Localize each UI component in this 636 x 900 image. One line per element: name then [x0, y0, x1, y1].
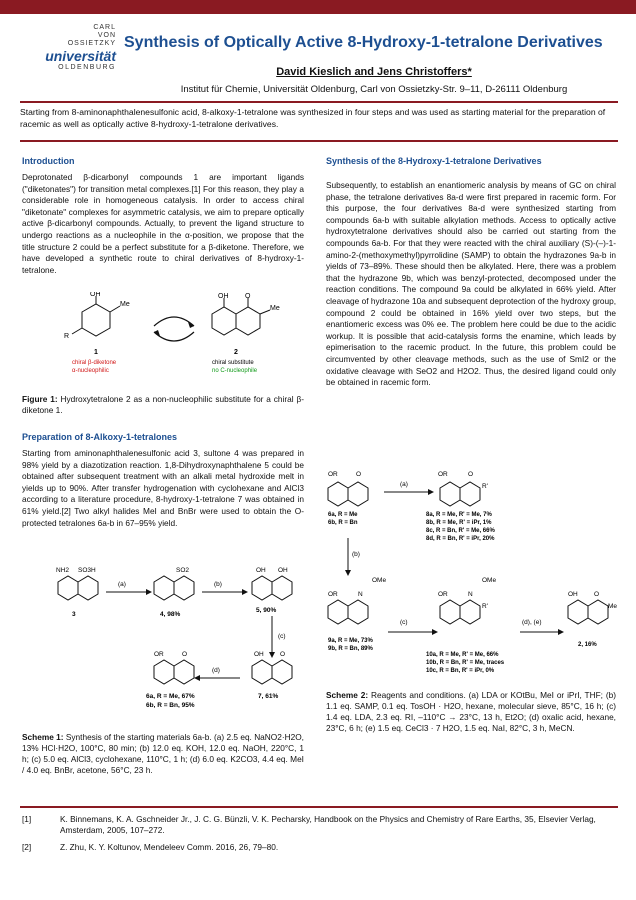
- compound2-label: 2: [234, 349, 238, 356]
- abstract: Starting from 8-aminonaphthalenesulfonic acid, 8-alkoxy-1-tetralone was synthesized in four steps and was used as starting material for the preparation of racemic as well as optically active 8-hydroxy-1-tetralone derivatives.: [20, 107, 606, 129]
- r-bond: [72, 328, 82, 334]
- s2-ring10b: [460, 600, 480, 624]
- s2-ring8a: [440, 482, 460, 506]
- s2-c2: 2, 16%: [578, 642, 597, 648]
- s2-c8a: 8a, R = Me, R' = Me, 7%: [426, 512, 492, 518]
- s2-arrowhead-c: [432, 629, 438, 635]
- compound1-label: 1: [94, 349, 98, 356]
- s2-or-9: OR: [328, 591, 338, 598]
- s2-c10c: 10c, R = Bn, R' = iPr, 0%: [426, 668, 495, 674]
- s1-so2: SO2: [176, 567, 190, 574]
- atom-r: R: [64, 333, 70, 340]
- header-divider: [20, 101, 618, 103]
- me-bond2: [260, 310, 270, 314]
- university-logo: [8, 24, 116, 71]
- arrow-curve-top: [154, 317, 194, 326]
- scheme2-caption: [326, 690, 616, 734]
- logo-line3: OSSIETZKY: [67, 40, 116, 47]
- ref1-number: [1]: [22, 814, 32, 824]
- poster-title: Synthesis of Optically Active 8-Hydroxy-1-tetralone Derivatives: [124, 34, 603, 51]
- figure1-caption-label: Figure 1:: [22, 394, 58, 404]
- affiliation: Institut für Chemie, Universität Oldenburg, Carl von Ossietzky-Str. 9–11, D-26111 Oldenburg: [180, 84, 568, 95]
- figure1-caption-text: Hydroxytetralone 2 as a non-nucleophilic substitute for a chiral β-diketone 1.: [22, 394, 304, 415]
- s2-or-8: OR: [438, 471, 448, 478]
- ring1-shape: [82, 304, 110, 336]
- s1-arrowhead-a: [146, 589, 152, 595]
- s1-so3h: SO3H: [78, 567, 96, 574]
- s2-ring2a: [568, 600, 588, 624]
- s2-ring2b: [588, 600, 608, 624]
- s1-step-d: (d): [212, 667, 220, 674]
- atom-me-2: Me: [270, 305, 280, 312]
- s1-oh-5a: OH: [256, 567, 266, 574]
- s1-c3: 3: [72, 611, 76, 618]
- s1-ring6b: [174, 660, 194, 684]
- s1-ring5b: [272, 576, 292, 600]
- atom-oh: OH: [90, 292, 101, 298]
- s1-o-7: O: [280, 651, 286, 658]
- me-bond: [110, 306, 120, 312]
- scheme2-caption-text: Reagents and conditions. (a) LDA or KOtBu, MeI or iPrI, THF; (b) 1.1 eq. SAMP, 0.1 eq. TosOH · H2O, hexane, molecular sieve, 85°C, 16 h; (c) 1.4 eq. LDA, 2.3 eq. RI, –110°C → 23°C, 13 h, Et2O; (d) oxalic acid, hexane, 23°C, 6 h; (e) 1.5 eq. CeCl3 · 7 H2O, 1.5 eq. NaI, 82°C, 3 h, MeCN.: [326, 690, 617, 733]
- s2-n-10: N: [468, 591, 473, 598]
- s2-step-de: (d), (e): [522, 619, 542, 626]
- s1-arrowhead-d: [194, 675, 200, 681]
- s2-or-6: OR: [328, 471, 338, 478]
- s2-arrowhead-b: [345, 570, 351, 576]
- s2-c9a: 9a, R = Me, 73%: [328, 638, 373, 644]
- s2-c8c: 8c, R = Bn, R' = Me, 66%: [426, 528, 495, 534]
- s2-o-6: O: [356, 471, 362, 478]
- s1-step-a: (a): [118, 581, 126, 588]
- s2-ome-9: OMe: [372, 577, 387, 584]
- s2-ring9b: [348, 600, 368, 624]
- top-bar: [0, 0, 636, 14]
- s1-step-b: (b): [214, 581, 222, 588]
- scheme1-caption-text: Synthesis of the starting materials 6a-b. (a) 2.5 eq. NaNO2·H2O, 13% HCl·H2O, 100°C, 80 min; (b) 12.0 eq. KOH, 12.0 eq. NaOH, 220°C, 1 h; (c) 5.0 eq. AlCl3, cyclohexane, 110°C, 1 h; (d) 6.0 eq. K2CO3, 4.4 eq. MeI / 4.0 eq. BnBr, acetone, 56°C, 23 h.: [22, 732, 304, 775]
- s2-or-10: OR: [438, 591, 448, 598]
- scheme1-caption-label: Scheme 1:: [22, 732, 64, 742]
- scheme2-caption-label: Scheme 2:: [326, 690, 369, 700]
- ref2-number: [2]: [22, 842, 32, 852]
- s2-o-2: O: [594, 591, 600, 598]
- scheme1-caption: [22, 732, 304, 776]
- compound1-desc2: α-nucleophilic: [72, 368, 109, 374]
- s2-c6b: 6b, R = Bn: [328, 520, 358, 526]
- compound1-structure: [72, 296, 120, 336]
- s2-arrowhead-a: [428, 489, 434, 495]
- authors: David Kieslich and Jens Christoffers*: [276, 66, 472, 78]
- s2-ring6b: [348, 482, 368, 506]
- s1-ring3a: [58, 576, 78, 600]
- s2-rp-10: R': [482, 603, 488, 610]
- synth-heading: Synthesis of the 8-Hydroxy-1-tetralone Derivatives: [326, 156, 542, 166]
- s1-arrowhead-b: [242, 589, 248, 595]
- s2-arrowhead-de: [558, 629, 564, 635]
- s1-ring4a: [154, 576, 174, 600]
- references-divider: [20, 806, 618, 808]
- ring2a-shape: [212, 307, 236, 335]
- s2-rp-8: R': [482, 483, 488, 490]
- s2-c10a: 10a, R = Me, R' = Me, 66%: [426, 652, 499, 658]
- s1-c7: 7, 61%: [258, 693, 279, 700]
- ref1-text: K. Binnemans, K. A. Gschneider Jr., J. C. G. Bünzli, V. K. Pecharsky, Handbook on the Physics and Chemistry of Rare Earths, 35, Elsevier Verlag, Amsterdam, 2005, 107–272.: [60, 814, 596, 835]
- s2-o-8: O: [468, 471, 474, 478]
- s2-c9b: 9b, R = Bn, 89%: [328, 646, 373, 652]
- s1-ring7a: [252, 660, 272, 684]
- s2-ring6a: [328, 482, 348, 506]
- s1-nh2: NH2: [56, 567, 70, 574]
- s2-ring8b: [460, 482, 480, 506]
- s1-or-6: OR: [154, 651, 164, 658]
- s2-c6a: 6a, R = Me: [328, 512, 358, 518]
- s1-ring4b: [174, 576, 194, 600]
- s1-c6b: 6b, R = Bn, 95%: [146, 702, 195, 709]
- scheme2-graphic: [322, 464, 620, 684]
- logo-line1: CARL: [93, 24, 116, 31]
- logo-university: universität: [45, 48, 116, 64]
- s1-step-c: (c): [278, 633, 286, 640]
- scheme1-graphic: [50, 562, 306, 728]
- atom-oh-2: OH: [218, 293, 229, 300]
- prep-heading: Preparation of 8-Alkoxy-1-tetralones: [22, 432, 178, 442]
- prep-text: Starting from aminonaphthalenesulfonic acid 3, sultone 4 was prepared in 98% yield by a diazotization reaction. 1,8-Dihydroxynaphthalene 5 could be obtained after subsequent treatment with an alkali metal hydroxide melt in yields up to 90%. After transfer hydrogenation with cyclohexane and AlCl3 according to a literature procedure, 8-hydroxy-1-tetralone 7 was obtained in 61% yield.[2] Two alkyl halides MeI and BnBr were used to obtain the O-protected tetralones 6a-b in 67–95% yield.: [22, 448, 304, 528]
- s2-n-9: N: [358, 591, 363, 598]
- s1-ring3b: [78, 576, 98, 600]
- s2-ome-10: OMe: [482, 577, 497, 584]
- ring2b-shape: [236, 307, 260, 335]
- compound1-desc1: chiral β-diketone: [72, 360, 117, 366]
- s1-arrowhead-c: [269, 652, 275, 658]
- s1-oh-7: OH: [254, 651, 264, 658]
- atom-me: Me: [120, 301, 130, 308]
- s2-step-b: (b): [352, 551, 360, 558]
- s2-c8d: 8d, R = Bn, R' = iPr, 20%: [426, 536, 495, 542]
- logo-line2: VON: [97, 32, 116, 39]
- atom-o-2: O: [245, 293, 251, 300]
- s2-c10b: 10b, R = Bn, R' = Me, traces: [426, 660, 505, 666]
- figure1-caption: [22, 394, 304, 416]
- s2-step-c: (c): [400, 619, 408, 626]
- synth-text: Subsequently, to establish an enantiomeric analysis by means of GC on chiral phase, the tetralone derivatives 8a-d were first prepared in racemic form. For this purpose, the four derivatives 8a-d were synthesized starting from compounds 6a-b with suitable alkylation methods. Access to optically active hydroxytetralone derivatives should also be carried out starting from the compounds 6a-b. For that they were reacted with the chiral auxiliary (S)-(–)-1-amino-2-(methoxymethyl)pyrrolidine (SAMP) to obtain the hydrazones 9a-b in yields of 73–89%. These should then be alkylated. Here, there was a problem that the hydrazone 9b, which was benzyl-protected, decomposed under the reaction conditions. The compound 9a could be alkylated in 66% yield. After cleavage of hydrazone 10a and subsequent deprotection of the hydroxy group, compound 2 could be obtained in 16% yield over two steps, but the enantiomeric excess was 0% ee. The problem here could be due to the acidic workup. It is possible that acid-catalysis forms the enamine, which leads by epimerisation to the racemic product. In the future, this problem could be circumvented by other cleavage methods, such as the use of SmI2 or the oxidative cleavage with SeO2 and H2O2. Thus, the desired ligand could only be obtained in racemic form.: [326, 180, 616, 388]
- s1-c4: 4, 98%: [160, 611, 181, 618]
- compound2-desc2: no C-nucleophile: [212, 368, 258, 374]
- s1-o-6: O: [182, 651, 188, 658]
- s2-ring10a: [440, 600, 460, 624]
- s1-c6a: 6a, R = Me, 67%: [146, 693, 195, 700]
- s2-c8b: 8b, R = Me, R' = iPr, 1%: [426, 520, 492, 526]
- arrow-curve-bottom: [154, 332, 194, 341]
- figure1-graphic: [62, 292, 302, 388]
- compound2-desc1: chiral substitute: [212, 360, 254, 366]
- s2-oh-2: OH: [568, 591, 578, 598]
- s2-me-2: Me: [608, 603, 618, 610]
- s1-ring7b: [272, 660, 292, 684]
- s1-ring5a: [252, 576, 272, 600]
- abstract-divider: [20, 140, 618, 142]
- s2-ring9a: [328, 600, 348, 624]
- s2-step-a: (a): [400, 481, 408, 488]
- s1-ring6a: [154, 660, 174, 684]
- intro-heading: Introduction: [22, 156, 75, 166]
- s1-oh-5b: OH: [278, 567, 288, 574]
- intro-text: Deprotonated β-dicarbonyl compounds 1 are important ligands ("diketonates") for transition metal complexes.[1] For this reason, they play a considerable role in homogeneous catalysis. In order to access chiral "diketonate" complexes for asymmetric catalysis, we aim to prepare optically active β-dicarbonyl compounds. Actually, to prevent the ligand structure to undergo reactions as a nucleophile in the α-position, we propose that the title structure 2 could be a perfect substitute for a β-diketone. Therefore, we have developed a synthetic route to chiral derivatives of 8-hydroxy-1-tetralone.: [22, 172, 304, 275]
- s1-c5: 5, 90%: [256, 607, 277, 614]
- compound2-structure: [212, 298, 270, 335]
- logo-city: OLDENBURG: [58, 64, 116, 71]
- ref2-text: Z. Zhu, K. Y. Koltunov, Mendeleev Comm. 2016, 26, 79–80.: [60, 842, 279, 852]
